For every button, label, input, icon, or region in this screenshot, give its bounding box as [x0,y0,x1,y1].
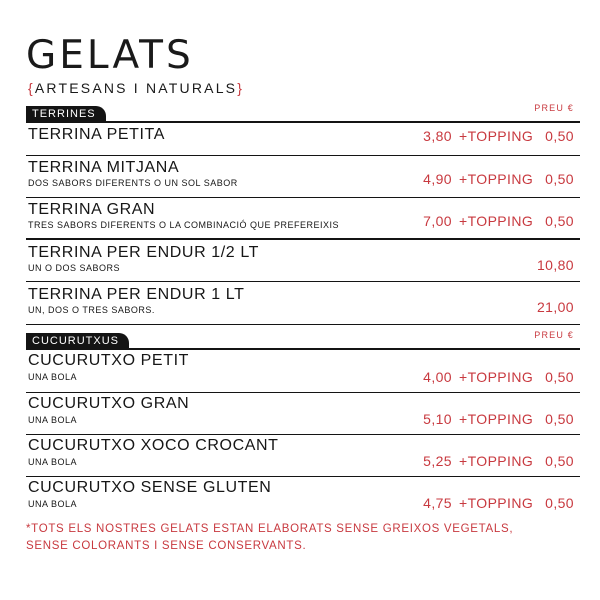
section-terrines [26,103,580,325]
item-description: UNA BOLA [28,415,78,425]
price-column-label: PREU € [534,330,574,340]
item-price: 7,00 [423,213,452,229]
item-description: UNA BOLA [28,372,78,382]
item-price-group [412,128,574,144]
subtitle-brace-open: { [28,80,35,96]
price-column-label: PREU € [534,103,574,113]
page-subtitle [28,80,244,96]
menu-item-terrina-petita [26,124,580,156]
subtitle-brace-close: } [237,80,245,96]
topping-price: 0,50 [545,411,574,427]
page-title: GELATS [26,33,194,78]
item-name: TERRINA GRAN [28,201,156,218]
item-price-group [412,453,574,469]
menu-item-terrina-endur-1lt [26,282,580,325]
item-name: CUCURUTXO XOCO CROCANT [28,437,279,454]
item-price: 10,80 [536,257,574,273]
subtitle-text: ARTESANS I NATURALS [34,80,238,96]
topping-label: +TOPPING [459,453,534,469]
topping-price: 0,50 [545,128,574,144]
section-divider [26,121,580,123]
topping-price: 0,50 [545,213,574,229]
section-header [26,103,580,124]
item-name: TERRINA PER ENDUR 1/2 LT [28,244,260,261]
item-price: 5,25 [423,453,452,469]
topping-label: +TOPPING [459,369,534,385]
menu-item-terrina-endur-half [26,240,580,282]
item-description: UN, DOS O TRES SABORS. [28,305,155,315]
section-cucurutxus [26,330,580,519]
section-tag-terrines: TERRINES [26,106,106,122]
menu-item-terrina-mitjana [26,156,580,198]
item-price: 5,10 [423,411,452,427]
item-price: 4,75 [423,495,452,511]
item-price-group [412,369,574,385]
item-price-group [412,495,574,511]
item-price: 21,00 [536,299,574,315]
menu-item-cucurutxo-gran [26,393,580,435]
section-tag-cucurutxus: CUCURUTXUS [26,333,129,349]
item-description: UNA BOLA [28,499,78,509]
topping-label: +TOPPING [459,411,534,427]
item-price: 4,90 [423,171,452,187]
menu-item-cucurutxo-sense-gluten [26,477,580,519]
item-price-group [412,171,574,187]
item-description: TRES SABORS DIFERENTS O LA COMBINACIÓ QUE PREFEREIXIS [28,220,340,230]
item-price: 4,00 [423,369,452,385]
section-divider [26,348,580,350]
topping-price: 0,50 [545,495,574,511]
topping-price: 0,50 [545,171,574,187]
item-name: TERRINA PER ENDUR 1 LT [28,286,245,303]
item-price-group [412,411,574,427]
section-header [26,330,580,351]
item-name: CUCURUTXO PETIT [28,352,189,369]
item-description: UNA BOLA [28,457,78,467]
topping-price: 0,50 [545,453,574,469]
item-price-group [412,213,574,229]
topping-price: 0,50 [545,369,574,385]
item-price: 3,80 [423,128,452,144]
item-name: TERRINA PETITA [28,126,166,143]
footnote-line-2: SENSE COLORANTS I SENSE CONSERVANTS. [26,540,307,552]
topping-label: +TOPPING [459,495,534,511]
topping-label: +TOPPING [459,128,534,144]
item-price-group [537,257,574,273]
menu-item-cucurutxo-xoco-crocant [26,435,580,477]
item-price-group [537,299,574,315]
item-description: UN O DOS SABORS [28,263,121,273]
footnote-line-1: *TOTS ELS NOSTRES GELATS ESTAN ELABORATS SENSE GREIXOS VEGETALS, [26,523,514,535]
footnote [26,521,586,555]
topping-label: +TOPPING [459,213,534,229]
menu-item-cucurutxo-petit [26,351,580,393]
item-name: TERRINA MITJANA [28,159,180,176]
item-name: CUCURUTXO GRAN [28,395,190,412]
item-name: CUCURUTXO SENSE GLUTEN [28,479,272,496]
item-description: DOS SABORS DIFERENTS O UN SOL SABOR [28,178,238,188]
menu-item-terrina-gran [26,198,580,240]
topping-label: +TOPPING [459,171,534,187]
